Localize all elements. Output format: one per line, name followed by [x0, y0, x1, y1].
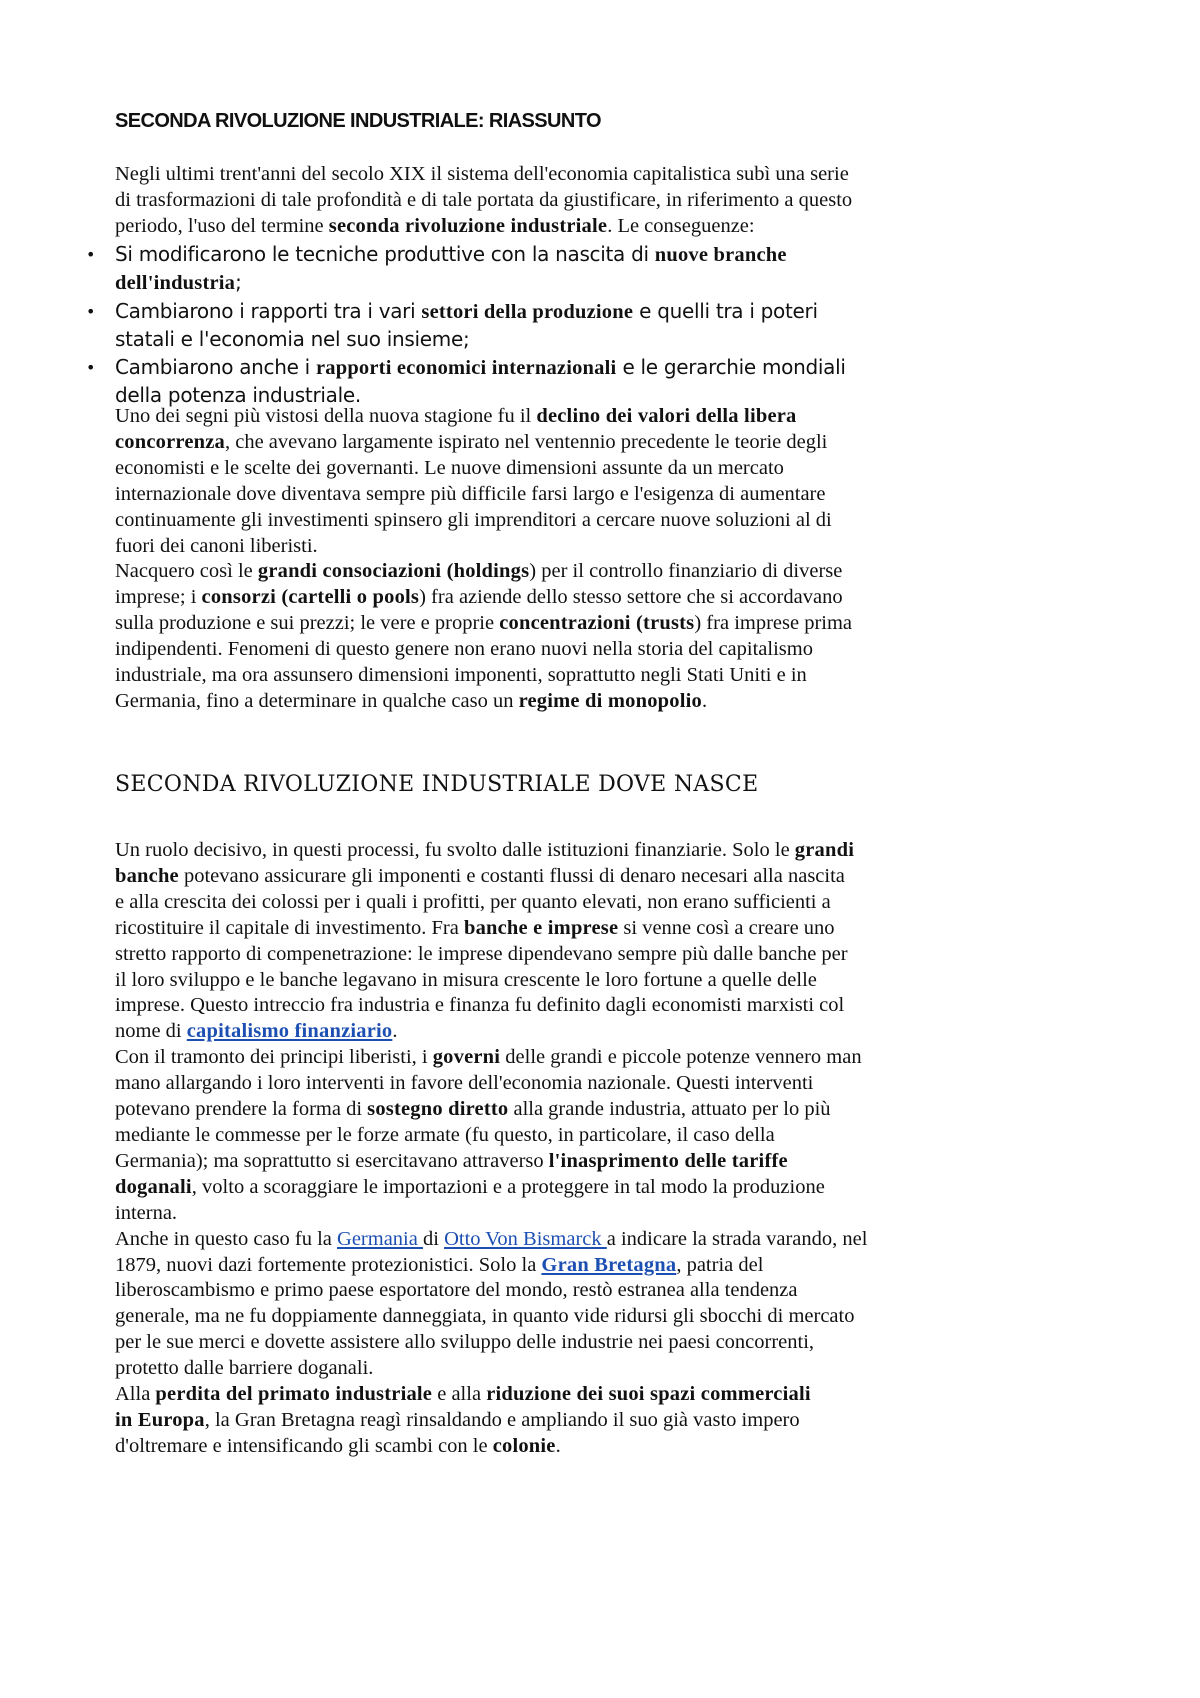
text-segment: della potenza industriale. — [115, 383, 361, 408]
text-segment: a indicare la strada varando, nel — [606, 1227, 868, 1250]
bold-text: riduzione dei suoi spazi commerciali — [486, 1383, 811, 1406]
text-segment: alla grande industria, attuato per lo più — [508, 1098, 831, 1121]
text-line — [115, 637, 1115, 663]
text-line — [115, 993, 1115, 1019]
text-segment: ) per il controllo finanziario di diverse — [529, 560, 843, 583]
text-line — [115, 326, 1115, 353]
text-segment: , che avevano largamente ispirato nel ventennio precedente le teorie degli — [224, 430, 828, 453]
text-line — [115, 1253, 1115, 1279]
text-segment: Un ruolo decisivo, in questi processi, fu svolto dalle istituzioni finanziarie. Solo le — [115, 839, 795, 861]
text-segment: e alla — [432, 1383, 487, 1406]
bold-text: consorzi (cartelli o pools — [201, 586, 420, 609]
bold-text: concentrazioni (trusts — [499, 612, 695, 635]
text-segment: . Le conseguenze: — [607, 214, 755, 237]
text-segment: sulla produzione e sui prezzi; le vere e proprie — [115, 612, 500, 635]
bold-text: perdita del primato industriale — [155, 1383, 433, 1406]
text-segment: ricostituire il capitale di investimento. Fra — [115, 916, 464, 939]
text-segment: indipendenti. Fenomeni di questo genere non erano nuovi nella storia del capitalismo — [115, 638, 813, 661]
text-segment: per le sue merci e dovette assistere allo sviluppo delle industrie nei paesi concorrenti, — [115, 1331, 815, 1354]
text-segment: nome di — [115, 1020, 187, 1043]
text-line — [115, 942, 1115, 968]
text-link[interactable]: Otto Von Bismarck — [444, 1227, 607, 1250]
list-item — [86, 241, 1115, 298]
bold-text: l'inasprimento delle tariffe — [548, 1149, 788, 1172]
text-segment: liberoscambismo e primo paese esportatore del mondo, restò estranea alla tendenza — [115, 1279, 798, 1302]
bold-text: in Europa — [115, 1408, 205, 1431]
text-line — [115, 1019, 1115, 1045]
text-line — [115, 1227, 1115, 1253]
text-line — [115, 663, 1115, 689]
text-line — [115, 534, 1115, 560]
text-segment: Uno dei segni più vistosi della nuova stagione fu il — [115, 405, 537, 427]
text-line — [115, 430, 1115, 456]
text-segment: Con il tramonto dei principi liberisti, i — [115, 1046, 433, 1069]
text-segment: di trasformazioni di tale profondità e di tale portata da giustificare, in riferimento a questo — [115, 188, 853, 211]
text-line — [115, 482, 1115, 508]
text-segment: . — [555, 1434, 561, 1457]
text-line — [115, 1071, 1115, 1097]
text-segment: Anche in questo caso fu la — [115, 1227, 338, 1250]
text-link[interactable]: Germania — [337, 1227, 423, 1250]
text-line — [115, 1175, 1115, 1201]
text-line — [115, 456, 1115, 482]
bold-text: sostegno diretto — [367, 1098, 509, 1121]
text-segment: Cambiarono anche i — [115, 354, 316, 379]
text-segment: potevano prendere la forma di — [115, 1098, 368, 1121]
bold-text: governi — [432, 1046, 501, 1069]
text-line — [115, 162, 1115, 188]
text-segment: interna. — [115, 1201, 178, 1224]
text-segment: e le gerarchie mondiali — [616, 354, 846, 379]
text-segment: statali e l'economia nel suo insieme; — [115, 327, 470, 352]
text-link[interactable]: capitalismo finanziario — [186, 1020, 393, 1043]
text-line — [115, 1097, 1115, 1123]
bold-text: rapporti economici internazionali — [315, 356, 617, 379]
text-line — [115, 1330, 1115, 1356]
text-segment: ; — [235, 270, 242, 295]
text-line — [115, 968, 1115, 994]
text-segment: fuori dei canoni liberisti. — [115, 534, 318, 557]
text-line — [115, 508, 1115, 534]
text-segment: ) fra aziende dello stesso settore che si accordavano — [419, 586, 843, 609]
heading-dove-nasce: SECONDA RIVOLUZIONE INDUSTRIALE DOVE NASCE — [115, 772, 759, 797]
text-line — [115, 864, 1115, 890]
text-line — [115, 269, 1115, 297]
text-segment: economisti e le scelte dei governanti. Le nuove dimensioni assunte da un mercato — [115, 456, 784, 479]
text-line — [115, 1304, 1115, 1330]
text-line — [115, 298, 1115, 326]
text-segment: industriale, ma ora assunsero dimensioni imponenti, soprattutto negli Stati Uniti e in — [115, 664, 807, 687]
text-link[interactable]: Gran Bretagna — [541, 1253, 677, 1276]
text-line — [115, 1201, 1115, 1227]
intro-paragraph — [115, 162, 1115, 240]
text-line — [115, 838, 1115, 864]
section2-paragraphs — [115, 838, 1115, 1460]
text-segment: d'oltremare e intensificando gli scambi con le — [115, 1434, 493, 1457]
text-segment: 1879, nuovi dazi fortemente protezionistici. Solo la — [115, 1253, 542, 1276]
bold-text: banche e imprese — [463, 916, 619, 939]
text-segment: periodo, l'uso del termine — [115, 214, 329, 237]
text-segment: . — [701, 689, 708, 712]
text-line — [115, 689, 1115, 715]
text-segment: . — [392, 1020, 398, 1043]
bold-text: grandi — [794, 839, 855, 861]
bold-text: declino dei valori della libera — [536, 405, 797, 427]
text-segment: , patria del — [676, 1253, 764, 1276]
text-segment: delle grandi e piccole potenze vennero man — [500, 1046, 862, 1069]
text-segment: il loro sviluppo e le banche legavano in misura crescente le loro fortune a quelle delle — [115, 968, 817, 991]
bold-text: dell'industria — [115, 272, 236, 295]
text-segment: , la Gran Bretagna reagì rinsaldando e ampliando il suo già vasto impero — [204, 1408, 800, 1431]
text-segment: imprese. Questo intreccio fra industria e finanza fu definito dagli economisti marxisti col — [115, 994, 845, 1017]
text-segment: Alla — [115, 1383, 156, 1406]
bold-text: nuove branche — [654, 244, 787, 266]
text-segment: potevano assicurare gli imponenti e costanti flussi di denaro necesari alla nascita — [178, 864, 845, 887]
text-line — [115, 214, 1115, 240]
text-line — [115, 1278, 1115, 1304]
text-segment: continuamente gli investimenti spinsero gli imprenditori a cercare nuove soluzioni al di — [115, 508, 832, 531]
text-segment: protetto dalle barriere doganali. — [115, 1357, 374, 1380]
bold-text: grandi consociazioni (holdings — [257, 560, 530, 583]
text-segment: e alla crescita dei colossi per i quali i profitti, per quanto elevati, non erano sufficienti a — [115, 890, 831, 913]
text-segment: stretto rapporto di compenetrazione: le imprese dipendevano sempre più dalle banche per — [115, 942, 848, 965]
text-segment: , volto a scoraggiare le importazioni e a proteggere in tal modo la produzione — [191, 1175, 825, 1198]
text-segment: si venne così a creare uno — [618, 916, 835, 939]
consequences-list — [86, 241, 1115, 409]
text-line — [115, 404, 1115, 430]
text-segment: ) fra imprese prima — [694, 612, 853, 635]
text-segment: Cambiarono i rapporti tra i vari — [115, 298, 422, 323]
heading-riassunto: SECONDA RIVOLUZIONE INDUSTRIALE: RIASSUNTO — [115, 110, 601, 132]
text-line — [115, 1045, 1115, 1071]
text-segment: Germania); ma soprattutto si esercitavano attraverso — [115, 1149, 549, 1172]
text-line — [115, 354, 1115, 382]
text-line — [115, 559, 1115, 585]
bold-text: doganali — [115, 1175, 192, 1198]
text-line — [115, 1408, 1115, 1434]
text-line — [115, 1434, 1115, 1460]
text-line — [115, 611, 1115, 637]
text-segment: di — [422, 1227, 445, 1250]
bold-text: banche — [115, 864, 179, 887]
list-item — [86, 354, 1115, 410]
text-segment: Negli ultimi trent'anni del secolo XIX il sistema dell'economia capitalistica subì una serie — [115, 163, 849, 185]
text-segment: Germania, fino a determinare in qualche caso un — [115, 689, 519, 712]
text-line — [115, 1123, 1115, 1149]
text-segment: generale, ma ne fu doppiamente danneggiata, in quanto vide ridursi gli sbocchi di mercato — [115, 1305, 855, 1328]
text-line — [115, 188, 1115, 214]
text-line — [115, 241, 1115, 269]
section1-paragraphs — [115, 404, 1115, 715]
text-line — [115, 585, 1115, 611]
text-segment: Nacquero così le — [115, 560, 258, 583]
text-segment: e quelli tra i poteri — [633, 298, 818, 323]
text-line — [115, 890, 1115, 916]
bullet-icon: • — [86, 301, 96, 321]
bold-text: settori della produzione — [421, 300, 634, 323]
bold-text: regime di monopolio — [518, 689, 702, 712]
bullet-icon: • — [86, 245, 96, 264]
text-segment: imprese; i — [115, 586, 202, 609]
bold-text: seconda rivoluzione industriale — [328, 214, 608, 237]
text-line — [115, 1382, 1115, 1408]
list-item — [86, 298, 1115, 354]
text-line — [115, 1149, 1115, 1175]
bold-text: concorrenza — [115, 430, 225, 453]
bullet-icon: • — [86, 357, 96, 377]
text-segment: mediante le commesse per le forze armate (fu questo, in particolare, il caso della — [115, 1123, 775, 1146]
bold-text: colonie — [492, 1434, 556, 1457]
text-segment: Si modificarono le tecniche produttive con la nascita di — [115, 242, 655, 266]
text-segment: internazionale dove diventava sempre più difficile farsi largo e l'esigenza di aumentare — [115, 482, 826, 505]
text-line — [115, 1356, 1115, 1382]
text-segment: mano allargando i loro interventi in favore dell'economia nazionale. Questi interventi — [115, 1072, 814, 1095]
text-line — [115, 916, 1115, 942]
